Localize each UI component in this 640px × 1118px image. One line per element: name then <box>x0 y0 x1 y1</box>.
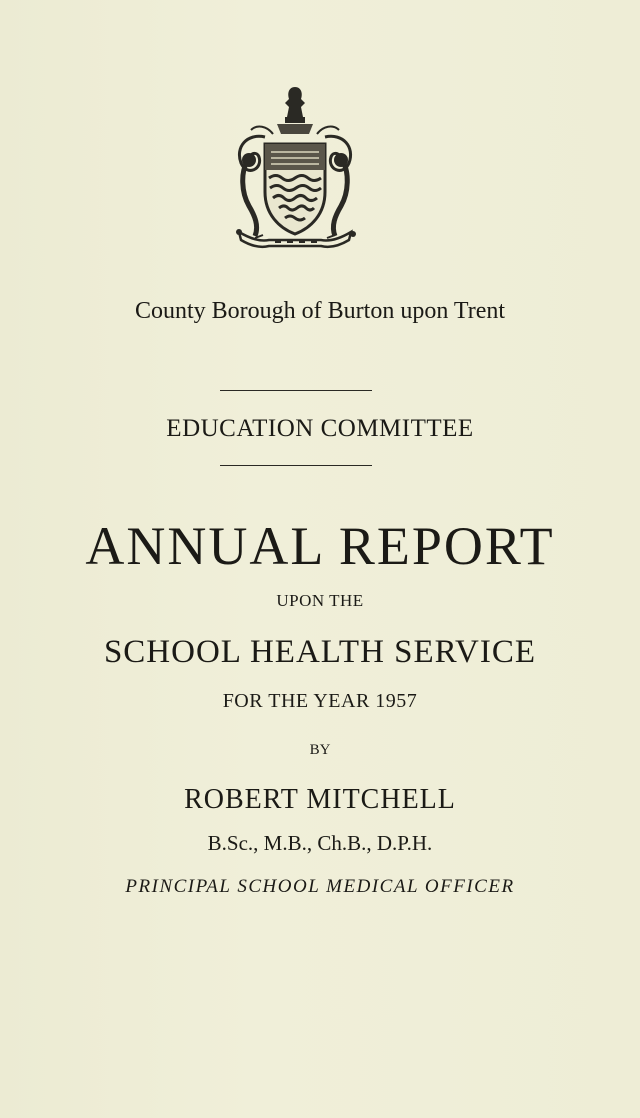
title-upon: UPON THE <box>276 591 364 610</box>
author-position: PRINCIPAL SCHOOL MEDICAL OFFICER <box>125 876 515 897</box>
borough-name: County Borough of Burton upon Trent <box>134 298 506 324</box>
report-year: FOR THE YEAR 1957 <box>222 690 418 712</box>
committee-name: EDUCATION COMMITTEE <box>166 415 474 442</box>
title-by: BY <box>309 742 331 758</box>
divider-bottom <box>220 465 372 466</box>
service-title: SCHOOL HEALTH SERVICE <box>103 634 537 670</box>
report-title: ANNUAL REPORT <box>85 516 555 576</box>
author-degrees: B.Sc., M.B., Ch.B., D.P.H. <box>207 831 433 855</box>
divider-top <box>220 390 372 391</box>
author-name: ROBERT MITCHELL <box>184 784 456 815</box>
coat-of-arms-icon <box>225 82 365 257</box>
